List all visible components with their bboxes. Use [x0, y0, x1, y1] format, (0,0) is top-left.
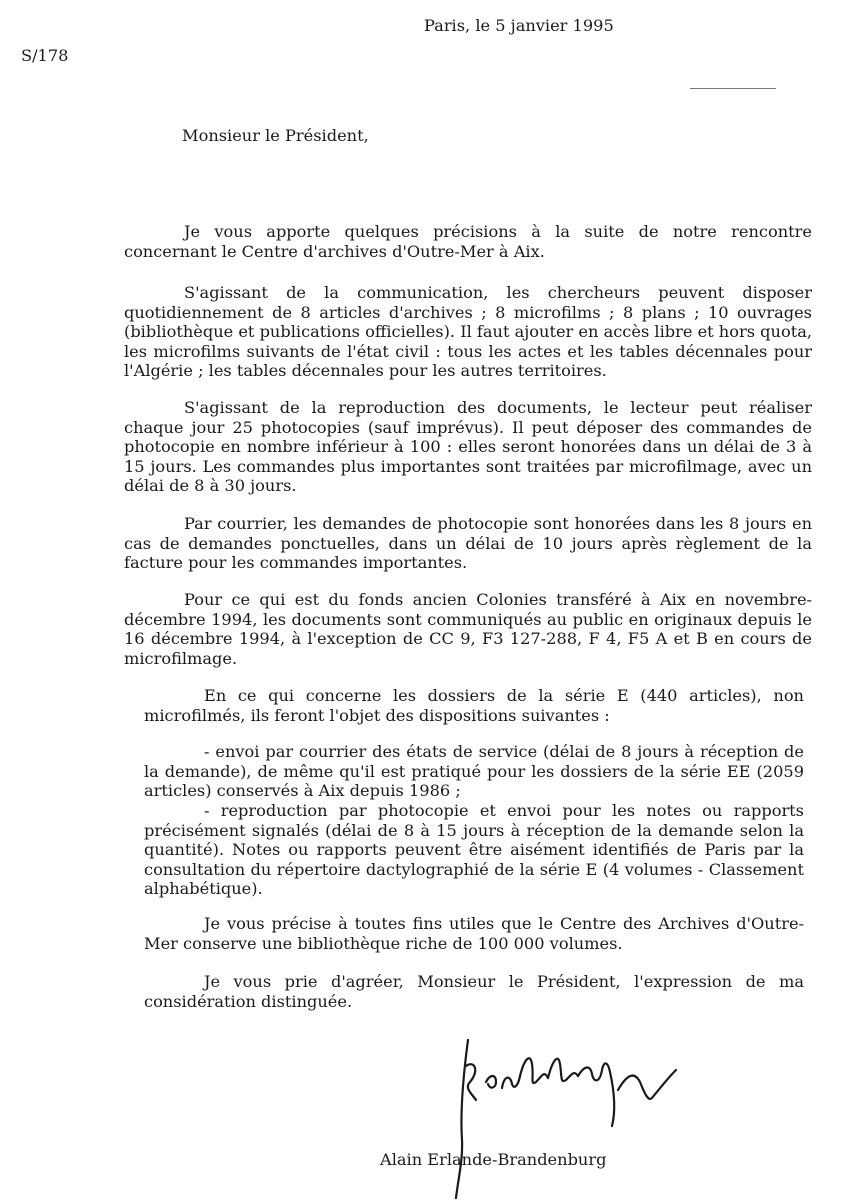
handwritten-signature	[450, 1030, 690, 1200]
paragraph-closing: Je vous prie d'agréer, Monsieur le Président, l'expression de ma considération distinguée.	[144, 972, 804, 1011]
paragraph-fonds-colonies: Pour ce qui est du fonds ancien Colonies transféré à Aix en novembre-décembre 1994, les documents sont communiqués au public en originaux depuis le 16 décembre 1994, à l'exception de CC 9, F3 127-288, F 4, F5 A et B en cours de microfilmage.	[124, 590, 812, 668]
paragraph-intro: Je vous apporte quelques précisions à la suite de notre rencontre concernant le Centre d'archives d'Outre-Mer à Aix.	[124, 222, 812, 261]
paragraph-communication: S'agissant de la communication, les chercheurs peuvent disposer quotidiennement de 8 articles d'archives ; 8 microfilms ; 8 plans ; 10 ouvrages (bibliothèque et publications officielles). Il faut ajouter en accès libre et hors quota, les microfilms suivants de l'état civil : tous les actes et les tables décennales pour l'Algérie ; les tables décennales pour les autres territoires.	[124, 283, 813, 380]
paragraph-envoi-courrier: - envoi par courrier des états de service (délai de 8 jours à réception de la demande), de même qu'il est pratiqué pour les dossiers de la série EE (2059 articles) conservés à Aix depuis 1986 ;	[144, 742, 804, 800]
paragraph-serie-e: En ce qui concerne les dossiers de la série E (440 articles), non microfilmés, ils feront l'objet des dispositions suivantes :	[144, 686, 804, 725]
salutation: Monsieur le Président,	[182, 126, 369, 145]
paragraph-reproduction-photocopie: - reproduction par photocopie et envoi pour les notes ou rapports précisément signalés (délai de 8 à 15 jours à réception de la demande selon la quantité). Notes ou rapports peuvent être aisément identifiés de Paris par la consultation du répertoire dactylographié de la série E (4 volumes - Classement alphabétique).	[144, 801, 804, 898]
scan-mark	[690, 88, 776, 89]
paragraph-reproduction: S'agissant de la reproduction des documents, le lecteur peut réaliser chaque jour 25 photocopies (sauf imprévus). Il peut déposer des commandes de photocopie en nombre inférieur à 100 : elles seront honorées dans un délai de 3 à 15 jours. Les commandes plus importantes sont traitées par microfilmage, avec un délai de 8 à 30 jours.	[124, 398, 812, 495]
letter-date: Paris, le 5 janvier 1995	[424, 16, 614, 35]
paragraph-bibliotheque: Je vous précise à toutes fins utiles que le Centre des Archives d'Outre-Mer conserve une bibliothèque riche de 100 000 volumes.	[144, 914, 804, 953]
reference-number: S/178	[21, 46, 69, 65]
signatory-name: Alain Erlande-Brandenburg	[380, 1150, 607, 1169]
paragraph-courrier: Par courrier, les demandes de photocopie sont honorées dans les 8 jours en cas de demandes ponctuelles, dans un délai de 10 jours après règlement de la facture pour les commandes importantes.	[124, 514, 812, 572]
